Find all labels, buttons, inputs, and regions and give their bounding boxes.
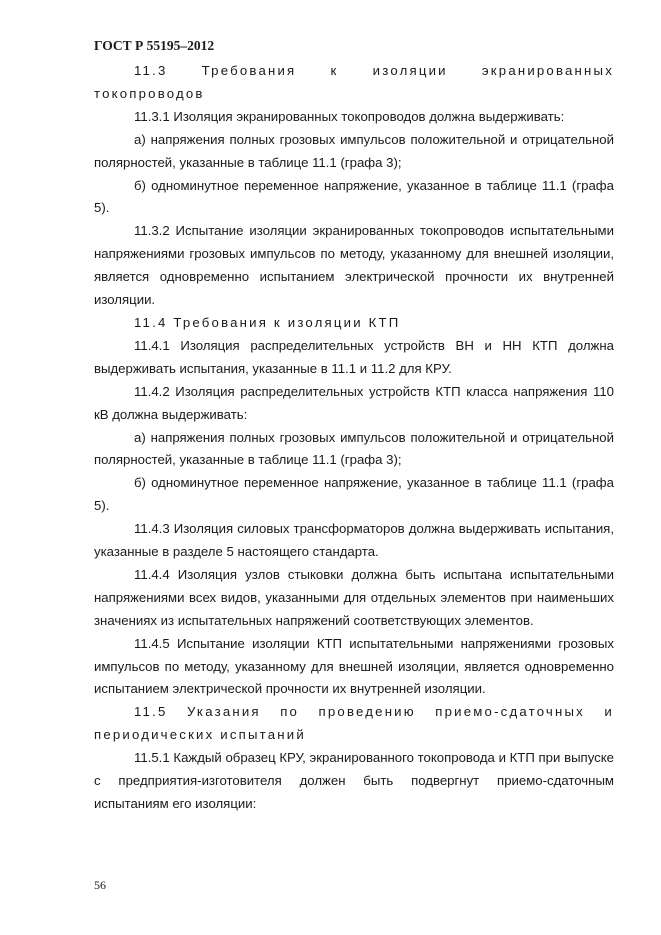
paragraph: 11.4.2 Изоляция распределительных устройств КТП класса напряжения 110 кВ должна выдерживать: bbox=[94, 383, 614, 422]
section-heading: 11.3 Требования к изоляции экранированных токопроводов bbox=[94, 63, 614, 101]
section-heading: 11.4 Требования к изоляции КТП bbox=[134, 314, 401, 330]
paragraph: 11.4.3 Изоляция силовых трансформаторов должна выдерживать испытания, указанные в разделе 5 настоящего стандарта. bbox=[94, 521, 614, 560]
paragraph: 11.3.2 Испытание изоляции экранированных токопроводов испытательными напряжениями грозовых импульсов по методу, указанному для внешней изоляции, является одновременно испытанием электрической прочности их внутренней изоляции. bbox=[94, 223, 614, 308]
paragraph: 11.5.1 Каждый образец КРУ, экранированного токопровода и КТП при выпуске с предприятия-изготовителя должен быть подвергнут приемо-сдаточным испытаниям его изоляции: bbox=[94, 750, 614, 811]
paragraph: а) напряжения полных грозовых импульсов положительной и отрицательной полярностей, указанные в таблице 11.1 (графа 3); bbox=[94, 429, 614, 468]
paragraph: 11.4.5 Испытание изоляции КТП испытательными напряжениями грозовых импульсов по методу, указанному для внешней изоляции, является одновременно испытанием электрической прочности их внутренней изоляции. bbox=[94, 635, 614, 697]
paragraph: 11.4.1 Изоляция распределительных устройств ВН и НН КТП должна выдерживать испытания, указанные в 11.1 и 11.2 для КРУ. bbox=[94, 337, 614, 376]
document-header: ГОСТ Р 55195–2012 bbox=[94, 38, 215, 53]
paragraph: а) напряжения полных грозовых импульсов положительной и отрицательной полярностей, указанные в таблице 11.1 (графа 3); bbox=[94, 131, 614, 170]
document-body bbox=[94, 60, 614, 816]
section-heading: 11.5 Указания по проведению приемо-сдаточных и периодических испытаний bbox=[94, 704, 614, 743]
paragraph: 11.3.1 Изоляция экранированных токопроводов должна выдерживать: bbox=[134, 108, 565, 124]
paragraph: б) одноминутное переменное напряжение, указанное в таблице 11.1 (графа 5). bbox=[94, 177, 614, 216]
paragraph: 11.4.4 Изоляция узлов стыковки должна быть испытана испытательными напряжениями всех видов, указанными для отдельных элементов при наименьших значениях из испытательных напряжений соответствующих элементов. bbox=[94, 566, 614, 628]
paragraph: б) одноминутное переменное напряжение, указанное в таблице 11.1 (графа 5). bbox=[94, 475, 614, 514]
page-number: 56 bbox=[94, 878, 106, 892]
